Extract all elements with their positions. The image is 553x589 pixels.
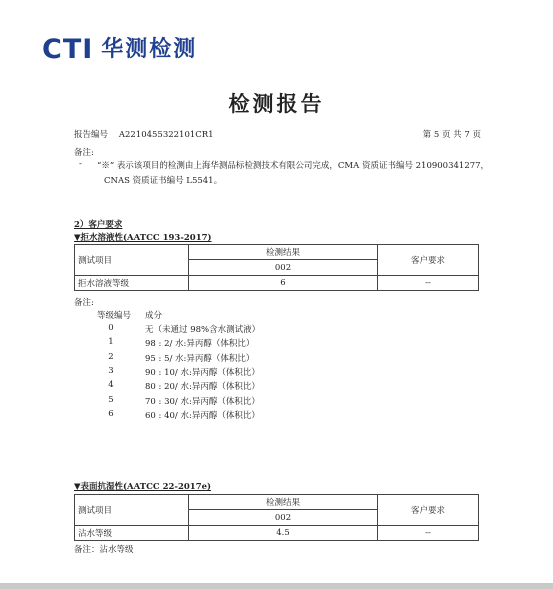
row-value: 4.5	[189, 526, 378, 541]
logo-name: 华测检测	[101, 37, 198, 62]
grade-code: 3	[108, 366, 114, 376]
grade-code: 1	[108, 337, 114, 347]
section-title: 2）客户要求	[74, 220, 123, 230]
test2-title: ▼表面抗湿性(AATCC 22-2017e)	[74, 482, 212, 492]
grade-desc: 60 : 40/ 水:异丙醇（体积比）	[145, 411, 260, 421]
test2-remark: 备注：沾水等级	[74, 545, 134, 555]
col-requirement: 客户要求	[378, 245, 479, 276]
row-requirement: --	[378, 276, 479, 291]
col-item: 测试项目	[75, 245, 189, 276]
grade-header-composition: 成分	[145, 311, 163, 321]
row-label: 拒水溶液等级	[75, 276, 189, 291]
grade-code: 6	[108, 409, 114, 419]
row-value: 6	[189, 276, 378, 291]
report-number-value: A2210455322101CR1	[118, 130, 214, 140]
grade-desc: 无（未通过 98%含水测试液）	[145, 325, 261, 335]
sample-id: 002	[189, 510, 378, 526]
col-requirement: 客户要求	[378, 495, 479, 526]
note-dash: -	[79, 159, 82, 169]
grade-desc: 90 : 10/ 水:异丙醇（体积比）	[145, 368, 260, 378]
grade-header-code: 等级编号	[97, 311, 132, 321]
grade-code: 2	[108, 352, 114, 362]
report-number-label: 报告编号	[74, 130, 109, 140]
test1-title: ▼拒水溶液性(AATCC 193-2017)	[74, 233, 212, 243]
grade-desc: 98 : 2/ 水:异丙醇（体积比）	[145, 339, 255, 349]
col-item: 测试项目	[75, 495, 189, 526]
page-bottom-divider	[0, 583, 553, 589]
grade-desc: 80 : 20/ 水:异丙醇（体积比）	[145, 382, 260, 392]
page-info: 第 5 页 共 7 页	[422, 130, 481, 140]
test2-table	[74, 494, 479, 541]
note-label: 备注:	[74, 148, 94, 158]
test1-remark-label: 备注:	[74, 298, 94, 308]
logo-brand: CTI	[42, 34, 94, 65]
report-number	[74, 128, 214, 140]
grade-code: 0	[108, 323, 114, 333]
col-result: 检测结果	[189, 245, 378, 260]
sample-id: 002	[189, 260, 378, 276]
row-requirement: --	[378, 526, 479, 541]
grade-desc: 95 : 5/ 水:异丙醇（体积比）	[145, 354, 255, 364]
page-title: 检测报告	[228, 92, 325, 116]
test1-table	[74, 244, 479, 291]
grade-code: 5	[108, 395, 114, 405]
company-logo	[42, 36, 197, 63]
row-label: 沾水等级	[75, 526, 189, 541]
note-line-1: “※” 表示该项目的检测由上海华测品标检测技术有限公司完成，CMA 资质证书编号 210900341277，	[97, 161, 490, 171]
grade-desc: 70 : 30/ 水:异丙醇（体积比）	[145, 397, 260, 407]
note-line-2: CNAS 资质证书编号 L5541。	[104, 176, 223, 186]
grade-code: 4	[108, 380, 114, 390]
col-result: 检测结果	[189, 495, 378, 510]
